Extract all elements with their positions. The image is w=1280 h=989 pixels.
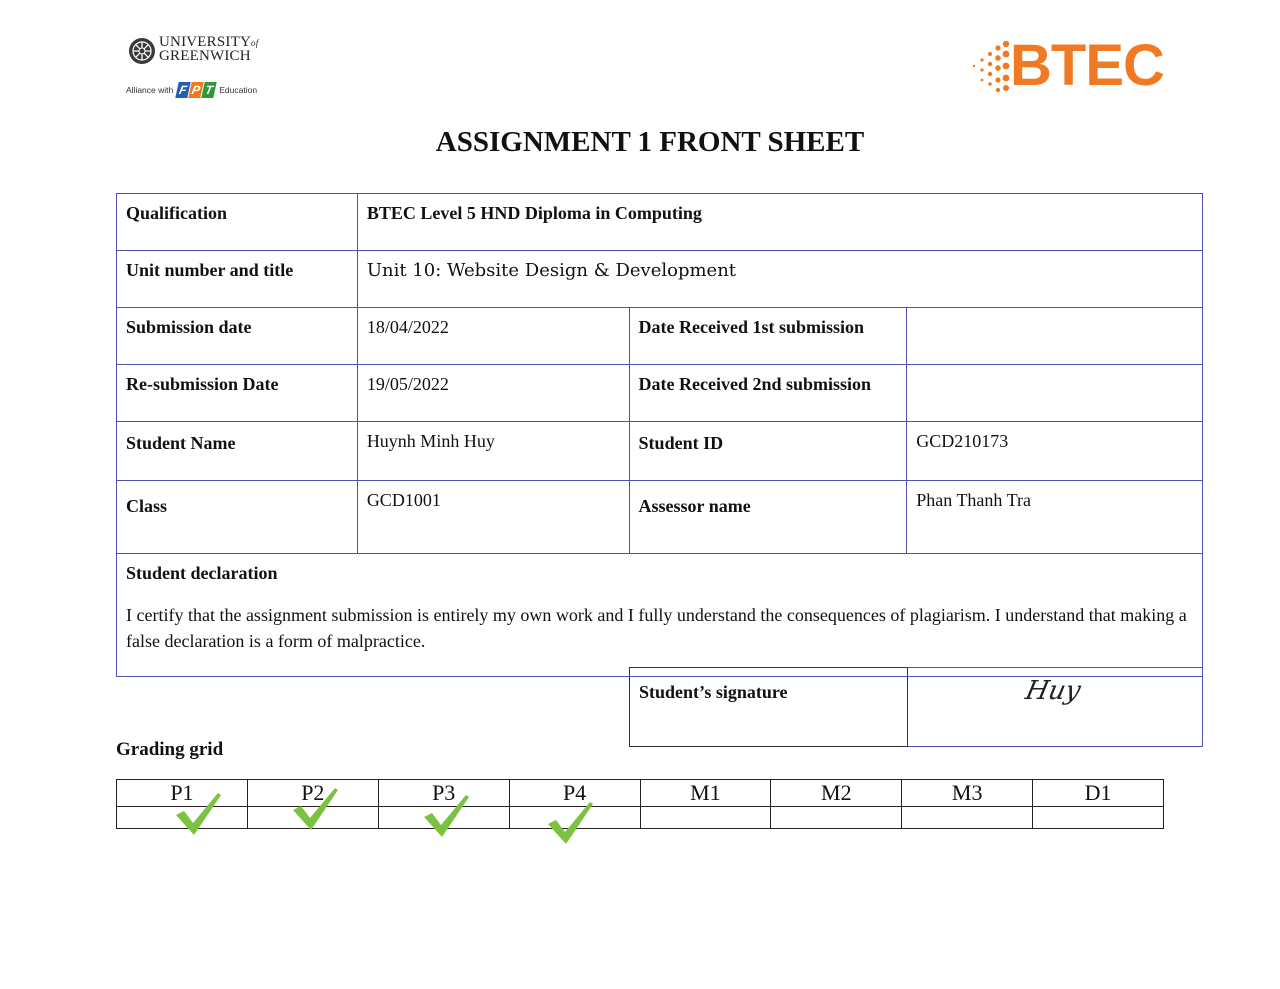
date-received-1-value — [907, 308, 1203, 365]
grade-cell — [771, 807, 902, 829]
signature-table — [629, 667, 1203, 747]
grading-marks-row — [117, 807, 1164, 829]
unit-label: Unit number and title — [117, 251, 358, 308]
grading-grid-label: Grading grid — [116, 739, 224, 760]
resubmission-date-label: Re-submission Date — [117, 365, 358, 422]
date-received-1-label: Date Received 1st submission — [629, 308, 907, 365]
grading-grid — [116, 779, 1164, 829]
student-name-label: Student Name — [117, 422, 358, 481]
criterion-p1: P1 — [117, 780, 248, 807]
assessor-label: Assessor name — [629, 481, 907, 554]
btec-logo — [970, 33, 1166, 98]
criterion-d1: D1 — [1033, 780, 1164, 807]
student-id-label: Student ID — [629, 422, 907, 481]
front-sheet-table — [116, 193, 1203, 677]
grade-cell — [640, 807, 771, 829]
signature-label: Student’s signature — [630, 668, 908, 747]
qualification-value: BTEC Level 5 HND Diploma in Computing — [357, 194, 1202, 251]
fpt-alliance: Alliance with F P T Education — [126, 83, 258, 97]
submission-date-value: 18/04/2022 — [357, 308, 629, 365]
signature-cell — [907, 668, 1202, 747]
criterion-p3: P3 — [378, 780, 509, 807]
submission-date-label: Submission date — [117, 308, 358, 365]
checkmark-icon — [174, 789, 222, 837]
university-crest-icon — [128, 37, 156, 65]
checkmark-icon — [546, 798, 594, 846]
checkmark-icon — [291, 784, 339, 832]
class-value: GCD1001 — [357, 481, 629, 554]
date-received-2-label: Date Received 2nd submission — [629, 365, 907, 422]
qualification-label: Qualification — [117, 194, 358, 251]
date-received-2-value — [907, 365, 1203, 422]
criterion-p4: P4 — [509, 780, 640, 807]
checkmark-icon — [422, 791, 470, 839]
declaration-text: I certify that the assignment submission is entirely my own work and I fully understand the consequences of plagiarism. I understand that making a false declaration is a form of malpractice. — [126, 605, 1187, 651]
university-of-greenwich-logo — [126, 36, 266, 100]
student-signature: Huy — [1022, 676, 1083, 706]
criterion-m1: M1 — [640, 780, 771, 807]
btec-wordmark: BTEC — [1010, 33, 1164, 98]
criterion-p2: P2 — [247, 780, 378, 807]
page-title: ASSIGNMENT 1 FRONT SHEET — [435, 126, 865, 158]
student-name-value: Huynh Minh Huy — [357, 422, 629, 481]
grade-cell — [1033, 807, 1164, 829]
student-id-value: GCD210173 — [907, 422, 1203, 481]
resubmission-date-value: 19/05/2022 — [357, 365, 629, 422]
student-declaration — [117, 554, 1203, 677]
assessor-value: Phan Thanh Tra — [907, 481, 1203, 554]
grading-header-row — [117, 780, 1164, 807]
criterion-m2: M2 — [771, 780, 902, 807]
university-name: UNIVERSITYof GREENWICH — [159, 34, 259, 64]
criterion-m3: M3 — [902, 780, 1033, 807]
unit-value: Unit 10: Website Design & Development — [357, 251, 1202, 308]
fpt-logo: F P T — [177, 82, 215, 98]
class-label: Class — [117, 481, 358, 554]
grade-cell — [902, 807, 1033, 829]
declaration-title: Student declaration — [126, 563, 278, 583]
btec-dots-icon — [970, 36, 1012, 96]
